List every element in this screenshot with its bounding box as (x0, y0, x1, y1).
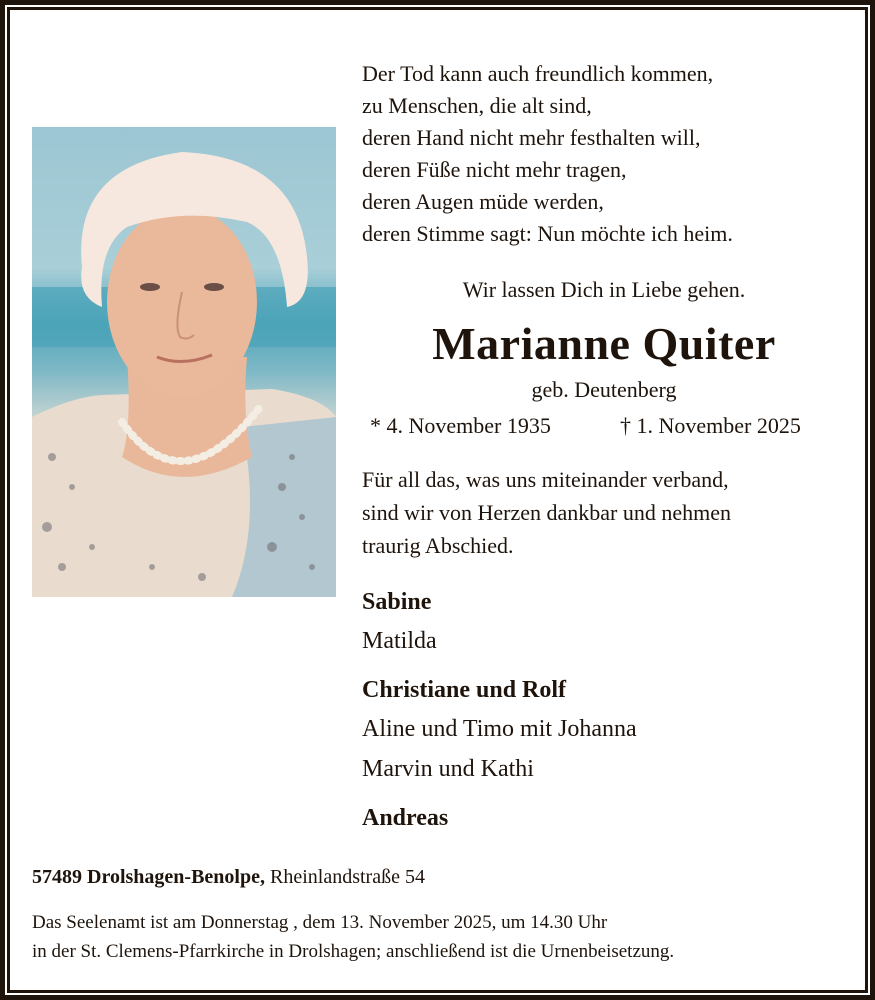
obituary-card (10, 10, 865, 990)
address-place: 57489 Drolshagen-Benolpe, (32, 866, 265, 888)
poem-line: deren Hand nicht mehr festhalten will, (362, 125, 701, 150)
address (32, 863, 832, 891)
poem-line: zu Menschen, die alt sind, (362, 93, 592, 118)
service-line: Das Seelenamt ist am Donnerstag , dem 13. November 2025, um 14.30 Uhr (32, 912, 608, 933)
poem-line: Der Tod kann auch freundlich kommen, (362, 61, 714, 86)
portrait-photo (32, 127, 336, 597)
mourner-member: Matilda (362, 628, 437, 654)
mourner-head: Christiane und Rolf (362, 677, 567, 703)
mourner-member: Marvin und Kathi (362, 756, 534, 782)
death-date: † 1. November 2025 (620, 413, 801, 438)
service-line: in der St. Clemens-Pfarrkirche in Drolshagen; anschließend ist die Urnenbeisetzung. (32, 941, 675, 962)
thanks-line: sind wir von Herzen dankbar und nehmen (362, 500, 732, 525)
mourner-member: Aline und Timo mit Johanna (362, 716, 637, 742)
poem-line: deren Füße nicht mehr tragen, (362, 157, 627, 182)
address-street: Rheinlandstraße 54 (269, 866, 425, 888)
poem (362, 58, 832, 250)
service-info (32, 908, 862, 966)
maiden-name: geb. Deutenberg (531, 377, 677, 402)
poem-line: deren Stimme sagt: Nun möchte ich heim. (362, 221, 733, 246)
portrait-illustration (32, 127, 336, 597)
thanks-line: Für all das, was uns miteinander verband, (362, 467, 729, 492)
thanks-line: traurig Abschied. (362, 533, 514, 558)
birth-date: * 4. November 1935 (370, 413, 551, 438)
mourner-head: Andreas (362, 805, 449, 831)
mourner-head: Sabine (362, 589, 432, 615)
poem-line: deren Augen müde werden, (362, 189, 604, 214)
thanks-text (362, 463, 832, 562)
deceased-name: Marianne Quiter (432, 318, 776, 369)
mourners-list (362, 583, 832, 837)
motto: Wir lassen Dich in Liebe gehen. (462, 277, 746, 302)
